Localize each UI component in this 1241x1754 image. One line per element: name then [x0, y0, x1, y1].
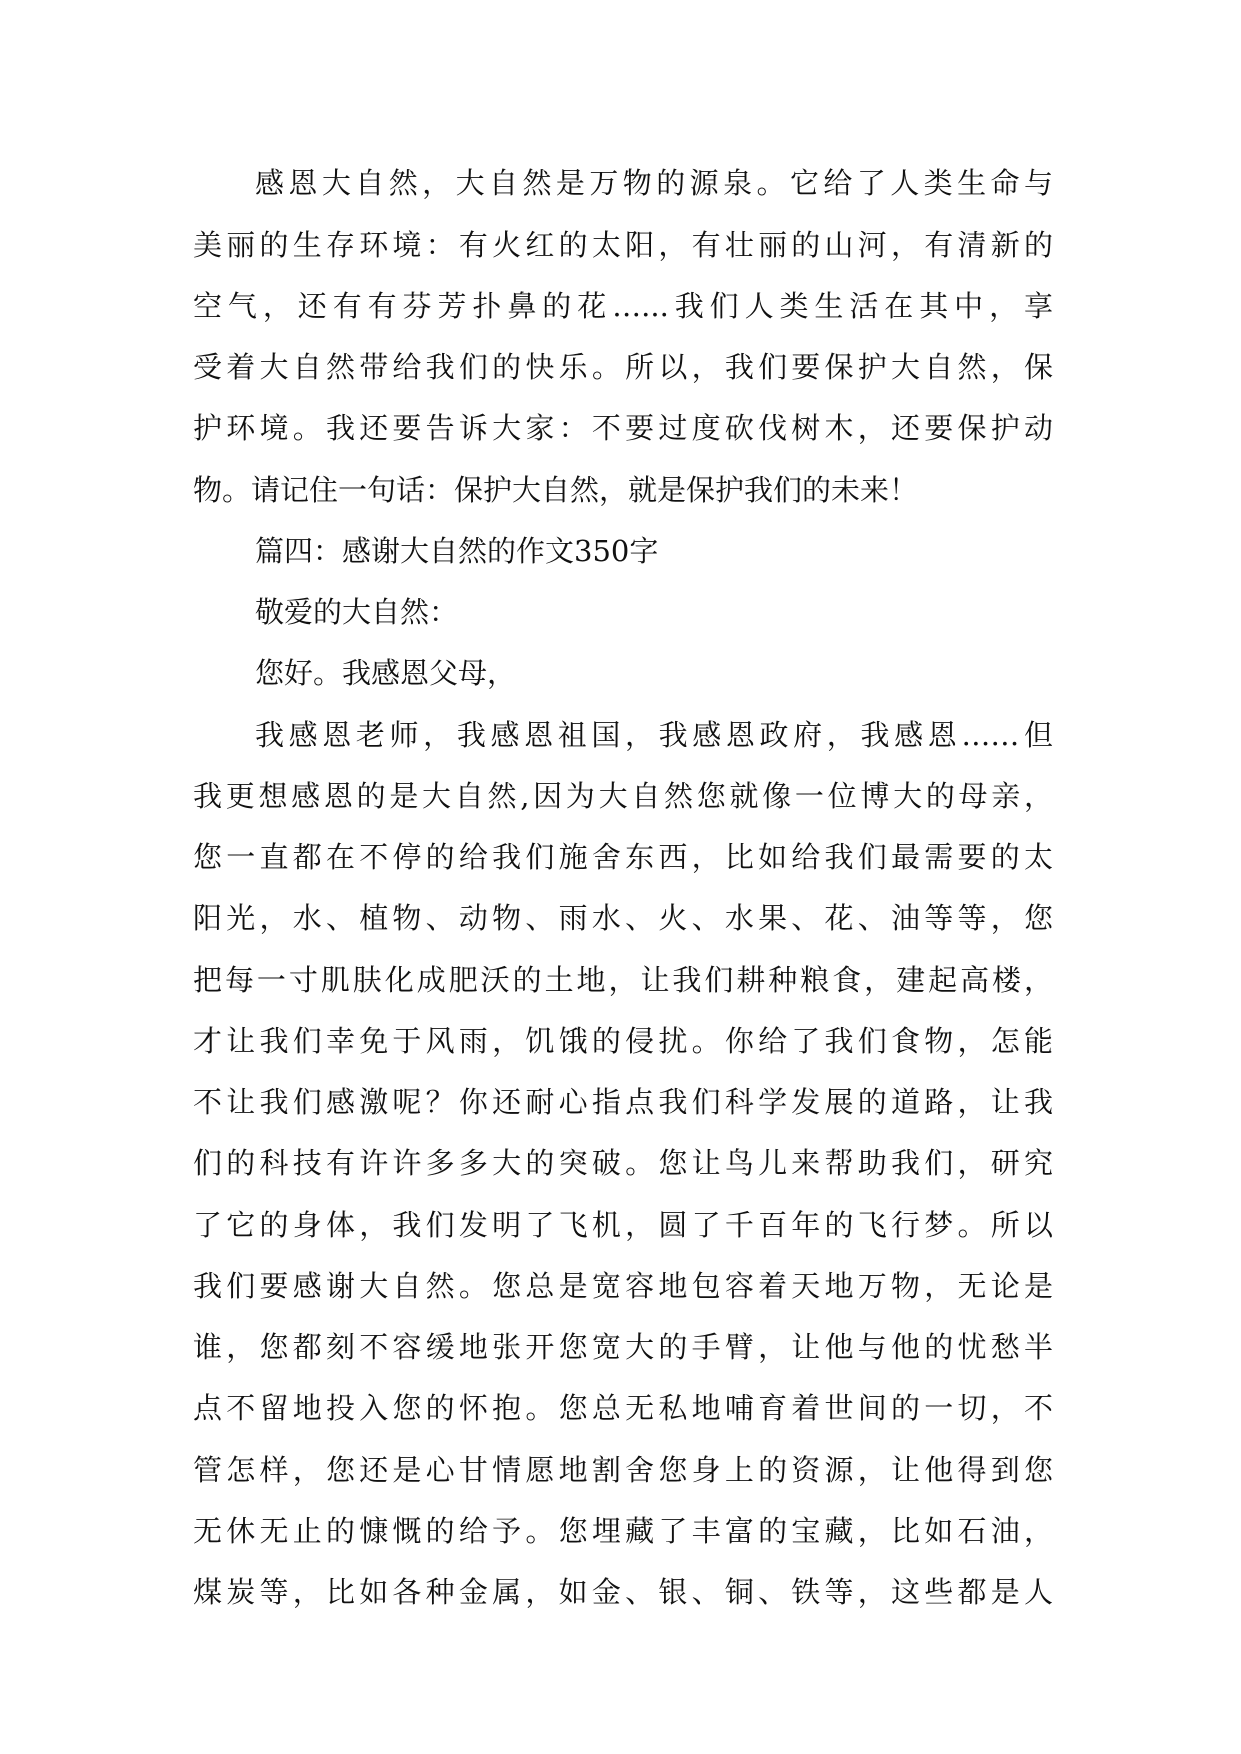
paragraph-line: 我感恩老师，我感恩祖国，我感恩政府，我感恩……但 [255, 718, 1053, 752]
paragraph-line: 美丽的生存环境：有火红的太阳，有壮丽的山河，有清新的 [193, 228, 1053, 262]
paragraph-line: 把每一寸肌肤化成肥沃的土地，让我们耕种粮食，建起高楼， [193, 963, 1053, 997]
paragraph-line: 感恩大自然，大自然是万物的源泉。它给了人类生命与 [255, 166, 1053, 200]
paragraph-line: 才让我们幸免于风雨，饥饿的侵扰。你给了我们食物，怎能 [193, 1024, 1053, 1058]
paragraph-line: 我更想感恩的是大自然,因为大自然您就像一位博大的母亲， [193, 779, 1053, 813]
paragraph-line: 护环境。我还要告诉大家：不要过度砍伐树木，还要保护动 [193, 411, 1053, 445]
paragraph-line: 阳光，水、植物、动物、雨水、火、水果、花、油等等，您 [193, 901, 1053, 935]
paragraph-line: 您一直都在不停的给我们施舍东西，比如给我们最需要的太 [193, 840, 1053, 874]
greeting-line: 您好。我感恩父母， [255, 656, 517, 690]
paragraph-line: 煤炭等，比如各种金属，如金、银、铜、铁等，这些都是人 [193, 1575, 1053, 1609]
paragraph-line: 谁，您都刻不容缓地张开您宽大的手臂，让他与他的忧愁半 [193, 1330, 1053, 1364]
paragraph-line: 受着大自然带给我们的快乐。所以，我们要保护大自然，保 [193, 350, 1053, 384]
paragraph-line: 们的科技有许许多多大的突破。您让鸟儿来帮助我们，研究 [193, 1146, 1053, 1180]
paragraph-line: 点不留地投入您的怀抱。您总无私地哺育着世间的一切，不 [193, 1391, 1053, 1425]
salutation: 敬爱的大自然： [255, 595, 459, 629]
paragraph-line: 我们要感谢大自然。您总是宽容地包容着天地万物，无论是 [193, 1269, 1053, 1303]
paragraph-line: 物。请记住一句话：保护大自然，就是保护我们的未来！ [193, 473, 919, 507]
paragraph-line: 无休无止的慷慨的给予。您埋藏了丰富的宝藏，比如石油， [193, 1514, 1053, 1548]
paragraph-line: 空气，还有有芬芳扑鼻的花…...我们人类生活在其中，享 [193, 289, 1053, 323]
paragraph-line: 管怎样，您还是心甘情愿地割舍您身上的资源，让他得到您 [193, 1453, 1053, 1487]
section-heading: 篇四：感谢大自然的作文350字 [255, 534, 659, 568]
paragraph-line: 不让我们感激呢？你还耐心指点我们科学发展的道路，让我 [193, 1085, 1053, 1119]
paragraph-line: 了它的身体，我们发明了飞机，圆了千百年的飞行梦。所以 [193, 1208, 1053, 1242]
